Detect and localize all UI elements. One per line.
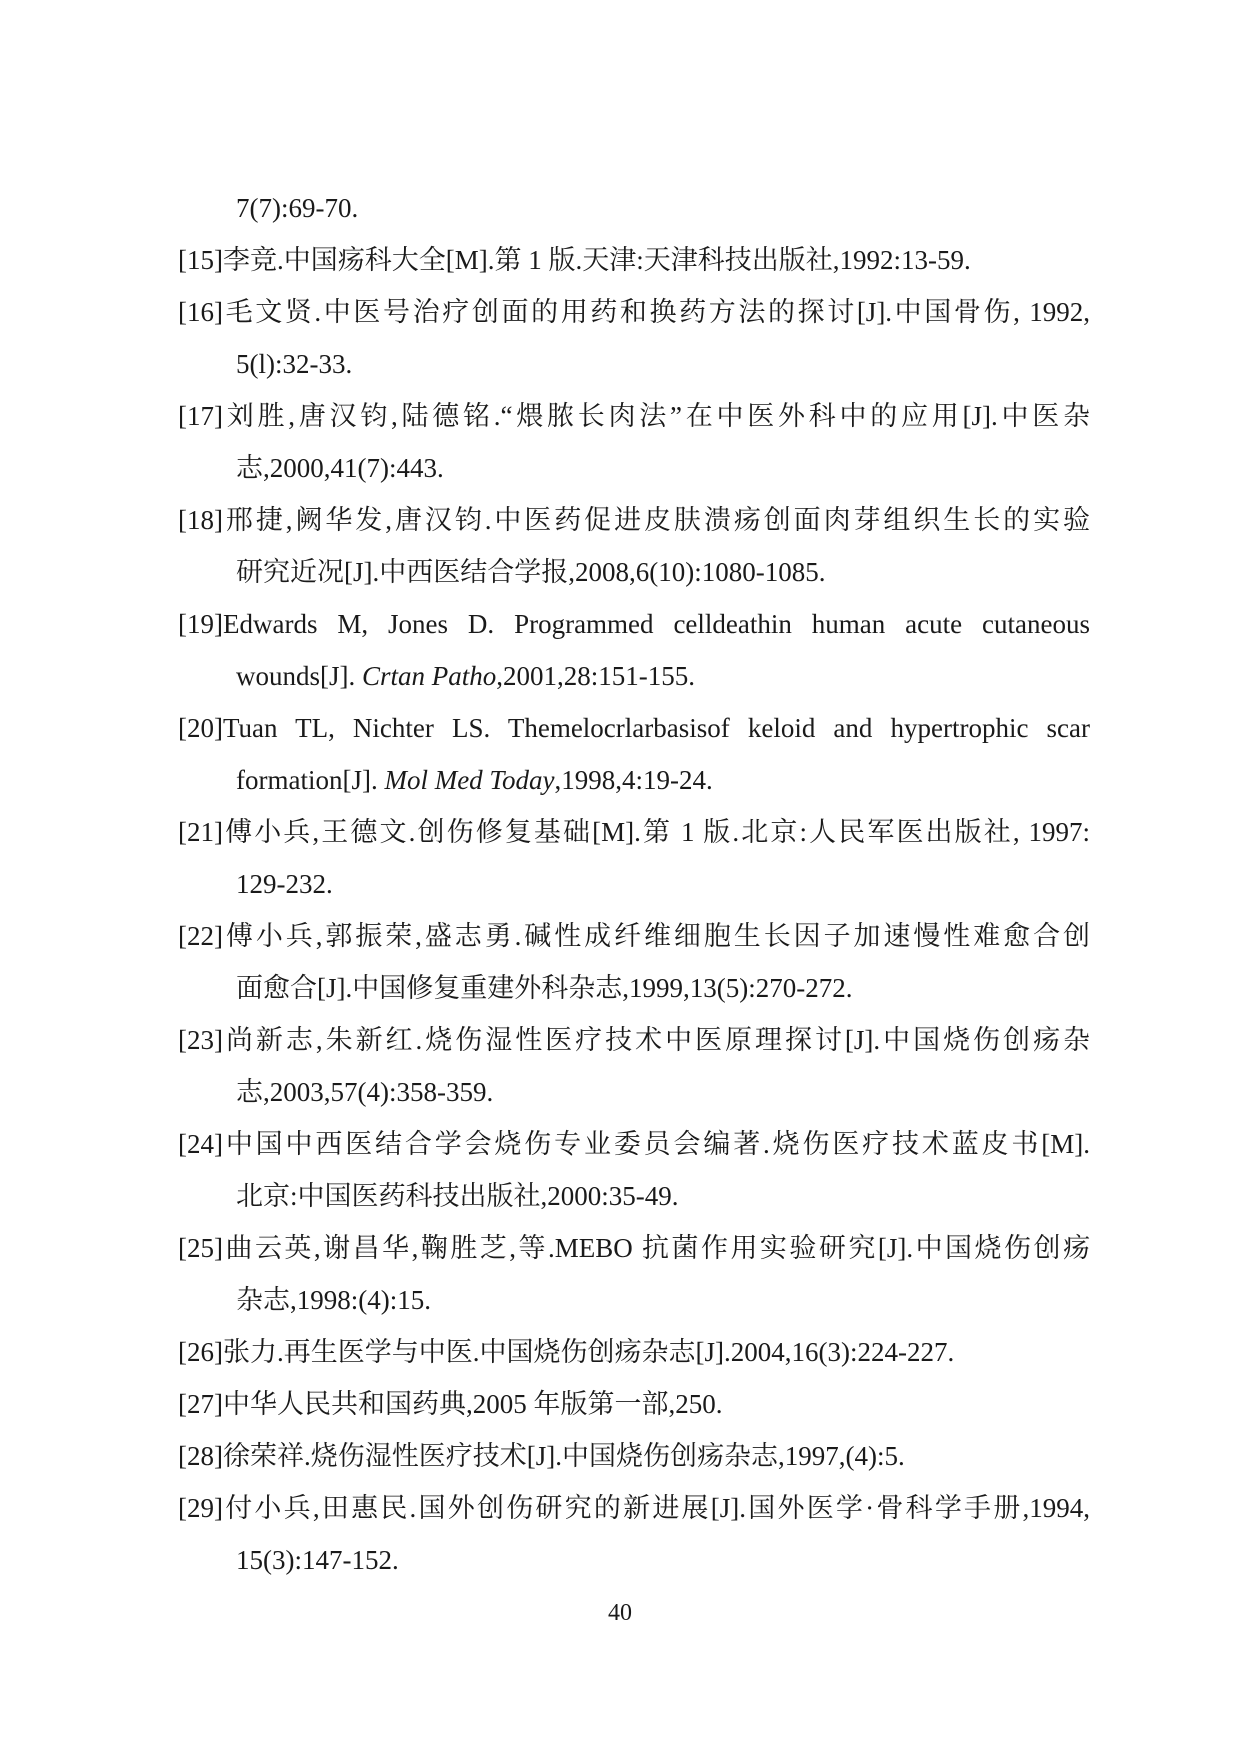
reference-continuation-line bbox=[178, 650, 1090, 702]
reference-line: [21]傅小兵,王德文.创伤修复基础[M].第 1 版.北京:人民军医出版社, 1997: bbox=[178, 817, 1090, 847]
reference-line: [18]邢捷,阙华发,唐汉钧.中医药促进皮肤溃疡创面肉芽组织生长的实验 bbox=[178, 505, 1090, 535]
reference-continuation-line: 研究近况[J].中西医结合学报,2008,6(10):1080-1085. bbox=[236, 557, 826, 587]
reference-entry bbox=[178, 806, 1090, 910]
reference-entry bbox=[178, 1222, 1090, 1326]
reference-line: [23]尚新志,朱新红.烧伤湿性医疗技术中医原理探讨[J].中国烧伤创疡杂 bbox=[178, 1025, 1090, 1055]
reference-continuation-line: 7(7):69-70. bbox=[236, 193, 359, 223]
reference-entry bbox=[178, 286, 1090, 390]
reference-continuation-line: 面愈合[J].中国修复重建外科杂志,1999,13(5):270-272. bbox=[236, 973, 853, 1003]
reference-continuation-line: 志,2000,41(7):443. bbox=[236, 453, 444, 483]
reference-text: ,2001,28:151-155. bbox=[496, 661, 696, 691]
reference-entry bbox=[178, 1118, 1090, 1222]
reference-text: formation[J]. bbox=[236, 765, 385, 795]
reference-entry bbox=[178, 1430, 1090, 1482]
reference-list bbox=[178, 182, 1090, 1586]
reference-continuation-line bbox=[178, 754, 1090, 806]
reference-continuation-line: 杂志,1998:(4):15. bbox=[236, 1285, 431, 1315]
reference-entry bbox=[178, 494, 1090, 598]
reference-line: [24]中国中西医结合学会烧伤专业委员会编著.烧伤医疗技术蓝皮书[M]. bbox=[178, 1129, 1090, 1159]
reference-line: [26]张力.再生医学与中医.中国烧伤创疡杂志[J].2004,16(3):224-227. bbox=[178, 1337, 955, 1367]
reference-text: ,1998,4:19-24. bbox=[554, 765, 713, 795]
reference-continuation-line: 129-232. bbox=[236, 869, 333, 899]
page-number: 40 bbox=[608, 1600, 632, 1626]
journal-title: Crtan Patho bbox=[362, 661, 497, 691]
reference-line: [28]徐荣祥.烧伤湿性医疗技术[J].中国烧伤创疡杂志,1997,(4):5. bbox=[178, 1441, 905, 1471]
reference-entry bbox=[178, 1326, 1090, 1378]
reference-continuation-line: 北京:中国医药科技出版社,2000:35-49. bbox=[236, 1181, 679, 1211]
reference-continuation-line: 15(3):147-152. bbox=[236, 1545, 399, 1575]
reference-line: [19]Edwards M, Jones D. Programmed celldeathin human acute cutaneous bbox=[178, 609, 1090, 639]
reference-line: [22]傅小兵,郭振荣,盛志勇.碱性成纤维细胞生长因子加速慢性难愈合创 bbox=[178, 921, 1090, 951]
reference-entry bbox=[178, 182, 1090, 234]
reference-line: [15]李竞.中国疡科大全[M].第 1 版.天津:天津科技出版社,1992:13-59. bbox=[178, 245, 971, 275]
journal-title: Mol Med Today bbox=[384, 765, 555, 795]
reference-continuation-line: 5(l):32-33. bbox=[236, 349, 353, 379]
reference-entry bbox=[178, 1014, 1090, 1118]
reference-entry bbox=[178, 910, 1090, 1014]
reference-continuation-line: 志,2003,57(4):358-359. bbox=[236, 1077, 494, 1107]
reference-line: [27]中华人民共和国药典,2005 年版第一部,250. bbox=[178, 1389, 723, 1419]
reference-entry bbox=[178, 390, 1090, 494]
reference-text: wounds[J]. bbox=[236, 661, 362, 691]
reference-line: [25]曲云英,谢昌华,鞠胜芝,等.MEBO 抗菌作用实验研究[J].中国烧伤创疡 bbox=[178, 1233, 1090, 1263]
reference-entry bbox=[178, 702, 1090, 806]
reference-entry bbox=[178, 598, 1090, 702]
reference-entry bbox=[178, 1482, 1090, 1586]
reference-line: [29]付小兵,田惠民.国外创伤研究的新进展[J].国外医学·骨科学手册,1994, bbox=[178, 1493, 1090, 1523]
reference-entry bbox=[178, 1378, 1090, 1430]
reference-line: [17]刘胜,唐汉钧,陆德铭.“煨脓长肉法”在中医外科中的应用[J].中医杂 bbox=[178, 401, 1090, 431]
reference-entry bbox=[178, 234, 1090, 286]
reference-line: [16]毛文贤.中医号治疗创面的用药和换药方法的探讨[J].中国骨伤, 1992, bbox=[178, 297, 1090, 327]
reference-line: [20]Tuan TL, Nichter LS. Themelocrlarbasisof keloid and hypertrophic scar bbox=[178, 713, 1090, 743]
